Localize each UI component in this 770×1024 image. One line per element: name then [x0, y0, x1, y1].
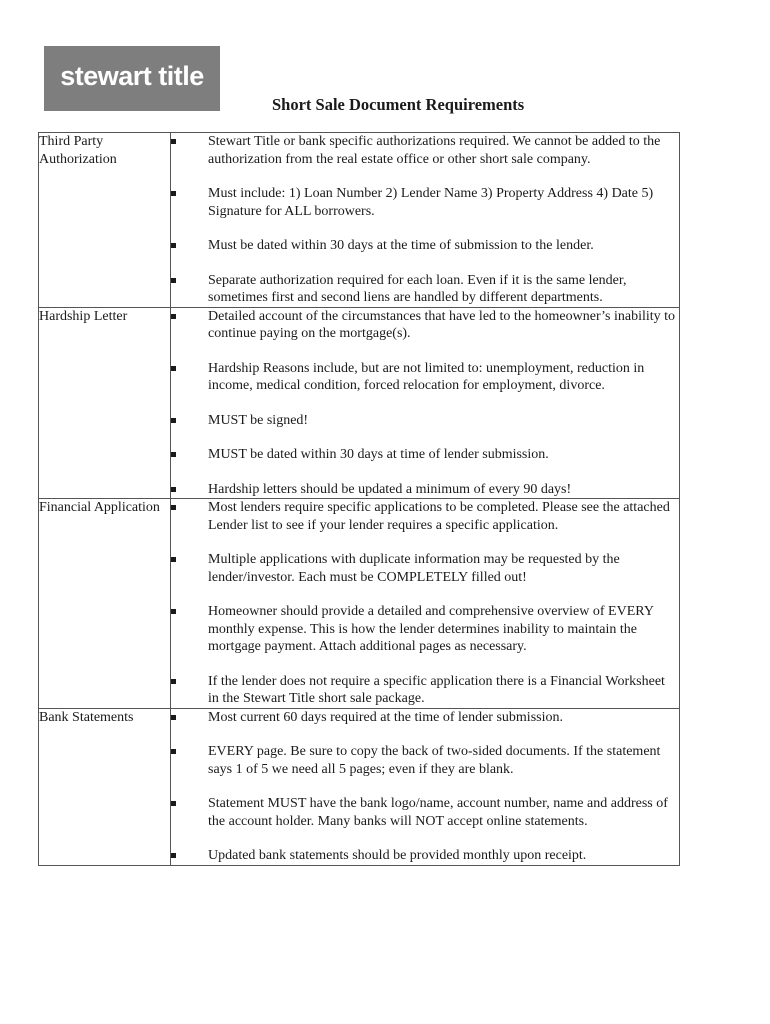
item-text: Homeowner should provide a detailed and comprehensive overview of EVERY monthly expense. This is how the lender determines inability to maintain the mortgage payment. Attach additional pages as necessary.: [208, 604, 654, 654]
square-bullet-icon: [171, 505, 176, 510]
category-cell: Bank Statements: [39, 708, 171, 865]
item-text: MUST be dated within 30 days at time of lender submission.: [208, 447, 549, 462]
item-text: Updated bank statements should be provided monthly upon receipt.: [208, 848, 587, 863]
square-bullet-icon: [171, 191, 176, 196]
item-text: Detailed account of the circumstances that have led to the homeowner’s inability to continue paying on the mortgage(s).: [208, 308, 676, 341]
list-item: [171, 272, 679, 307]
item-text: Statement MUST have the bank logo/name, account number, name and address of the account holder. Many banks will NOT accept online statements.: [208, 796, 668, 829]
square-bullet-icon: [171, 366, 176, 371]
list-item: [171, 412, 679, 430]
logo-text: stewart title: [60, 61, 204, 91]
bullet-list: [171, 499, 679, 708]
list-item: [171, 308, 679, 343]
square-bullet-icon: [171, 314, 176, 319]
list-item: [171, 847, 679, 865]
square-bullet-icon: [171, 679, 176, 684]
square-bullet-icon: [171, 139, 176, 144]
list-item: [171, 446, 679, 464]
list-item: [171, 673, 679, 708]
item-text: Stewart Title or bank specific authorizations required. We cannot be added to the authorization from the real estate office or other short sale company.: [208, 134, 661, 167]
requirements-table: [38, 132, 680, 866]
square-bullet-icon: [171, 749, 176, 754]
list-item: [171, 237, 679, 255]
list-item: [171, 185, 679, 220]
category-cell: Hardship Letter: [39, 307, 171, 499]
square-bullet-icon: [171, 557, 176, 562]
items-cell: [171, 499, 680, 709]
list-item: [171, 360, 679, 395]
stewart-title-logo: [44, 46, 220, 111]
bullet-list: [171, 133, 679, 307]
list-item: [171, 481, 679, 499]
square-bullet-icon: [171, 715, 176, 720]
list-item: [171, 709, 679, 727]
category-cell: Third Party Authorization: [39, 133, 171, 308]
square-bullet-icon: [171, 418, 176, 423]
item-text: Must include: 1) Loan Number 2) Lender Name 3) Property Address 4) Date 5) Signature for ALL borrowers.: [208, 186, 654, 219]
item-text: Separate authorization required for each loan. Even if it is the same lender, sometimes first and second liens are handled by different departments.: [208, 272, 627, 305]
list-item: [171, 795, 679, 830]
item-text: Most lenders require specific applications to be completed. Please see the attached Lender list to see if your lender requires a specific application.: [208, 500, 670, 533]
square-bullet-icon: [171, 609, 176, 614]
item-text: Must be dated within 30 days at the time of submission to the lender.: [208, 238, 594, 253]
list-item: [171, 133, 679, 168]
square-bullet-icon: [171, 853, 176, 858]
section-row-third-party-authorization: [39, 133, 680, 308]
item-text: Multiple applications with duplicate information may be requested by the lender/investor. Each must be COMPLETELY filled out!: [208, 552, 620, 585]
category-cell: Financial Application: [39, 499, 171, 709]
item-text: EVERY page. Be sure to copy the back of two-sided documents. If the statement says 1 of 5 we need all 5 pages; even if they are blank.: [208, 744, 661, 777]
item-text: Hardship Reasons include, but are not limited to: unemployment, reduction in income, medical condition, forced relocation for employment, divorce.: [208, 360, 645, 393]
item-text: MUST be signed!: [208, 412, 309, 428]
page-title: Short Sale Document Requirements: [272, 95, 525, 114]
square-bullet-icon: [171, 243, 176, 248]
item-text: If the lender does not require a specific application there is a Financial Worksheet in the Stewart Title short sale package.: [208, 673, 665, 706]
square-bullet-icon: [171, 452, 176, 457]
list-item: [171, 499, 679, 534]
square-bullet-icon: [171, 278, 176, 283]
square-bullet-icon: [171, 801, 176, 806]
item-text: Hardship letters should be updated a minimum of every 90 days!: [208, 481, 572, 497]
bullet-list: [171, 709, 679, 865]
section-row-bank-statements: [39, 708, 680, 865]
items-cell: [171, 307, 680, 499]
items-cell: [171, 708, 680, 865]
list-item: [171, 551, 679, 586]
square-bullet-icon: [171, 487, 176, 492]
list-item: [171, 603, 679, 656]
items-cell: [171, 133, 680, 308]
item-text: Most current 60 days required at the time of lender submission.: [208, 709, 563, 725]
list-item: [171, 743, 679, 778]
bullet-list: [171, 308, 679, 499]
section-row-financial-application: [39, 499, 680, 709]
section-row-hardship-letter: [39, 307, 680, 499]
